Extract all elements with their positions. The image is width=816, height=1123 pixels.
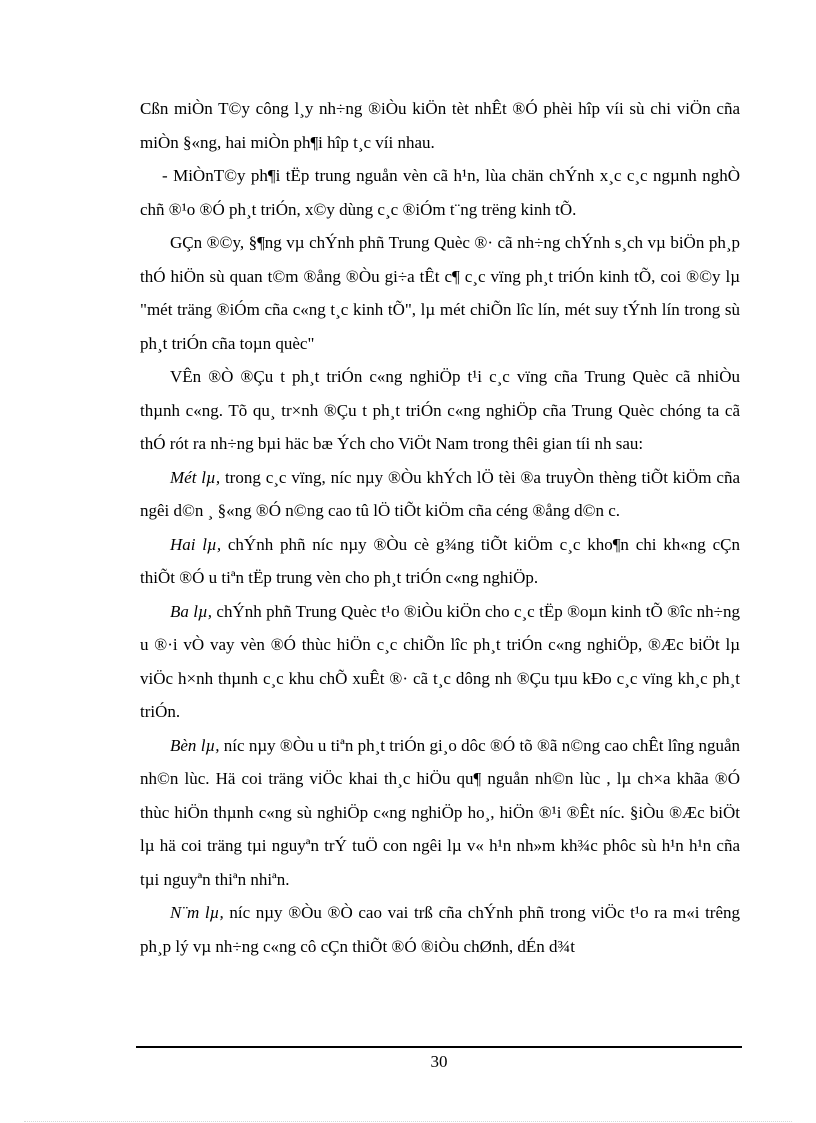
- body-text: [140, 92, 740, 963]
- paragraph-lead: Bèn lµ,: [170, 735, 220, 755]
- paragraph-lead: Mét lµ,: [170, 467, 221, 487]
- paragraph-1: [140, 92, 740, 159]
- footer-divider: [136, 1046, 742, 1048]
- paragraph-text: VÊn ®Ò ®Çu t ph¸t triÓn c«ng nghiÖp t¹i c¸c vïng cña Trung Quèc cã nhiÒu thµnh c«ng. Tõ qu¸ tr×nh ®Çu t ph¸t triÓn c«ng nghiÖp cña Trung Quèc chóng ta cã thÓ rót ra nh÷ng bµi häc bæ Ých cho ViÖt Nam trong thêi gian tíi nh sau:: [140, 367, 740, 453]
- paragraph-text: trong c¸c vïng, níc nµy ®Òu khÝch lÖ tèi ®a truyÒn thèng tiÕt kiÖm cña ngêi d©n ¸ §«ng ®Ó n©ng cao tû lÖ tiÕt kiÖm cña céng ®ång d©n c.: [140, 467, 740, 520]
- paragraph-text: chÝnh phñ Trung Quèc t¹o ®iÒu kiÖn cho c¸c tËp ®oµn kinh tÕ ®îc nh÷ng u ®·i vÒ vay vèn ®Ó thùc hiÖn c¸c chiÕn lîc ph¸t triÓn c«ng nghiÖp, ®Æc biÖt lµ viÖc h×nh thµnh c¸c khu chÕ xuÊt ®· cã t¸c dông nh ®Çu tµu kÐo c¸c vïng kh¸c ph¸t triÓn.: [140, 601, 741, 721]
- paragraph-text: chÝnh phñ níc nµy ®Òu cè g¾ng tiÕt kiÖm c¸c kho¶n chi kh«ng cÇn thiÕt ®Ó u tiªn tËp trung vèn cho ph¸t triÓn c«ng nghiÖp.: [140, 534, 740, 587]
- paragraph-8: [140, 729, 740, 897]
- paragraph-text: GÇn ®©y, §¶ng vµ chÝnh phñ Trung Quèc ®· cã nh÷ng chÝnh s¸ch vµ biÖn ph¸p thÓ hiÖn sù quan t©m ®ång ®Òu gi÷a tÊt c¶ c¸c vïng ph¸t triÓn kinh tÕ, coi ®©y lµ "mét träng ®iÓm cña c«ng t¸c kinh tÕ", lµ mét chiÕn lîc lín, mét suy tÝnh lín trong sù ph¸t triÓn cña toµn quèc": [140, 233, 740, 353]
- paragraph-3: [140, 226, 740, 360]
- paragraph-text: níc nµy ®Òu u tiªn ph¸t triÓn gi¸o dôc ®Ó tõ ®ã n©ng cao chÊt lîng nguån nh©n lùc. Hä coi träng viÖc khai th¸c hiÖu qu¶ nguån nh©n lùc , lµ ch×a khãa ®Ó thùc hiÖn thµnh c«ng sù nghiÖp c«ng nghiÖp ho¸, hiÖn ®¹i ®Êt níc. §iÒu ®Æc biÖt lµ hä coi träng tµi nguyªn trÝ tuÖ con ngêi lµ v« h¹n nh»m kh¾c phôc sù h¹n h¹n cña tµi nguyªn thiªn nhiªn.: [140, 735, 741, 889]
- page-number: 30: [430, 1052, 448, 1071]
- paragraph-lead: Ba lµ,: [170, 601, 213, 621]
- paragraph-7: [140, 595, 740, 729]
- paragraph-6: [140, 528, 740, 595]
- paragraph-4: [140, 360, 740, 461]
- paragraph-lead: Hai lµ,: [170, 534, 222, 554]
- page-bottom-edge: [24, 1121, 792, 1122]
- paragraph-lead: N¨m lµ,: [170, 903, 224, 922]
- paragraph-2: [140, 159, 740, 226]
- paragraph-9: [140, 896, 740, 963]
- paragraph-text: - MiÒnT©y ph¶i tËp trung nguån vèn cã h¹n, lùa chän chÝnh x¸c c¸c ngµnh nghÒ chñ ®¹o ®Ó ph¸t triÓn, x©y dùng c¸c ®iÓm t¨ng trëng kinh tÕ.: [140, 166, 740, 219]
- paragraph-text: níc nµy ®Òu ®Ò cao vai trß cña chÝnh phñ trong viÖc t¹o ra m«i trêng ph¸p lý vµ nh÷ng c«ng cô cÇn thiÕt ®Ó ®iÒu chØnh, dÉn d¾t: [140, 903, 740, 956]
- paragraph-5: [140, 461, 740, 528]
- paragraph-text: Cßn miÒn T©y công l¸y nh÷ng ®iÒu kiÖn tèt nhÊt ®Ó phèi hîp víi sù chi viÖn cña miÒn §«ng, hai miÒn ph¶i hîp t¸c víi nhau.: [140, 99, 740, 152]
